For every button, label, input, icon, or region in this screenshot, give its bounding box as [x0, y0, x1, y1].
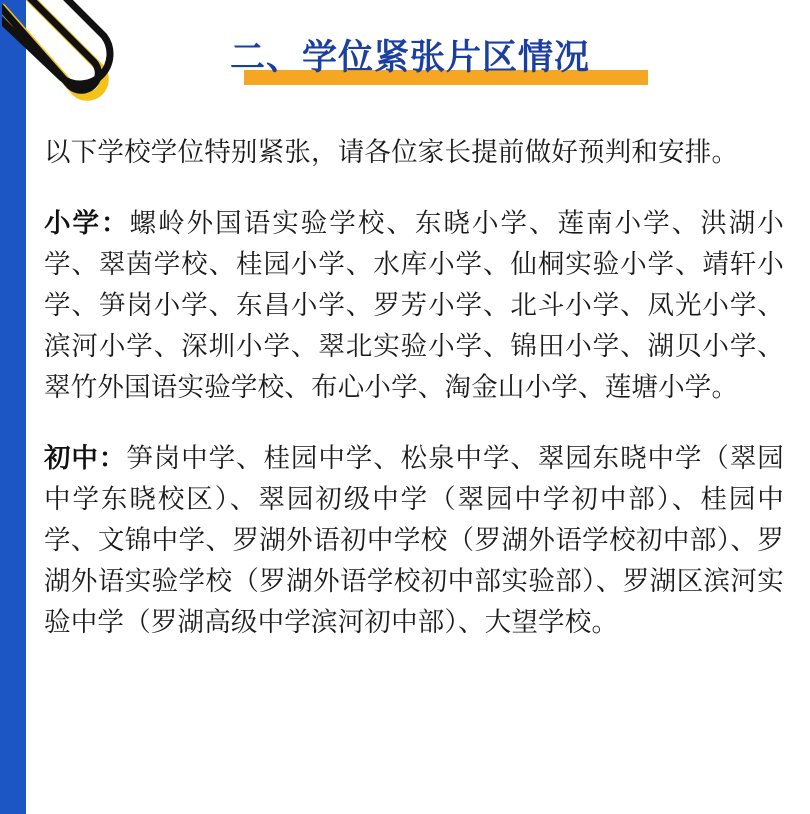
junior-high-label: 初中： — [44, 443, 127, 473]
left-accent-bar — [0, 0, 26, 814]
page-title — [230, 34, 660, 94]
intro-paragraph: 以下学校学位特别紧张，请各位家长提前做好预判和安排。 — [44, 137, 739, 167]
primary-school-label: 小学： — [44, 208, 130, 238]
primary-school-list: 螺岭外国语实验学校、东晓小学、莲南小学、洪湖小学、翠茵学校、桂园小学、水库小学、仙桐实验小学、靖轩小学、笋岗小学、东昌小学、罗芳小学、北斗小学、凤光小学、滨河小学、深圳小学、翠北实验小学、锦田小学、湖贝小学、翠竹外国语实验学校、布心小学、淘金山小学、莲塘小学。 — [44, 208, 784, 402]
junior-high-paragraph — [44, 438, 784, 643]
document-content — [44, 132, 784, 643]
junior-high-list: 笋岗中学、桂园中学、松泉中学、翠园东晓中学（翠园中学东晓校区）、翠园初级中学（翠园中学初中部）、桂园中学、文锦中学、罗湖外语初中学校（罗湖外语学校初中部）、罗湖外语实验学校（罗湖外语学校初中部实验部）、罗湖区滨河实验中学（罗湖高级中学滨河初中部）、大望学校。 — [44, 443, 784, 637]
primary-school-paragraph — [44, 203, 784, 408]
page-title-text: 二、学位紧张片区情况 — [230, 38, 591, 77]
